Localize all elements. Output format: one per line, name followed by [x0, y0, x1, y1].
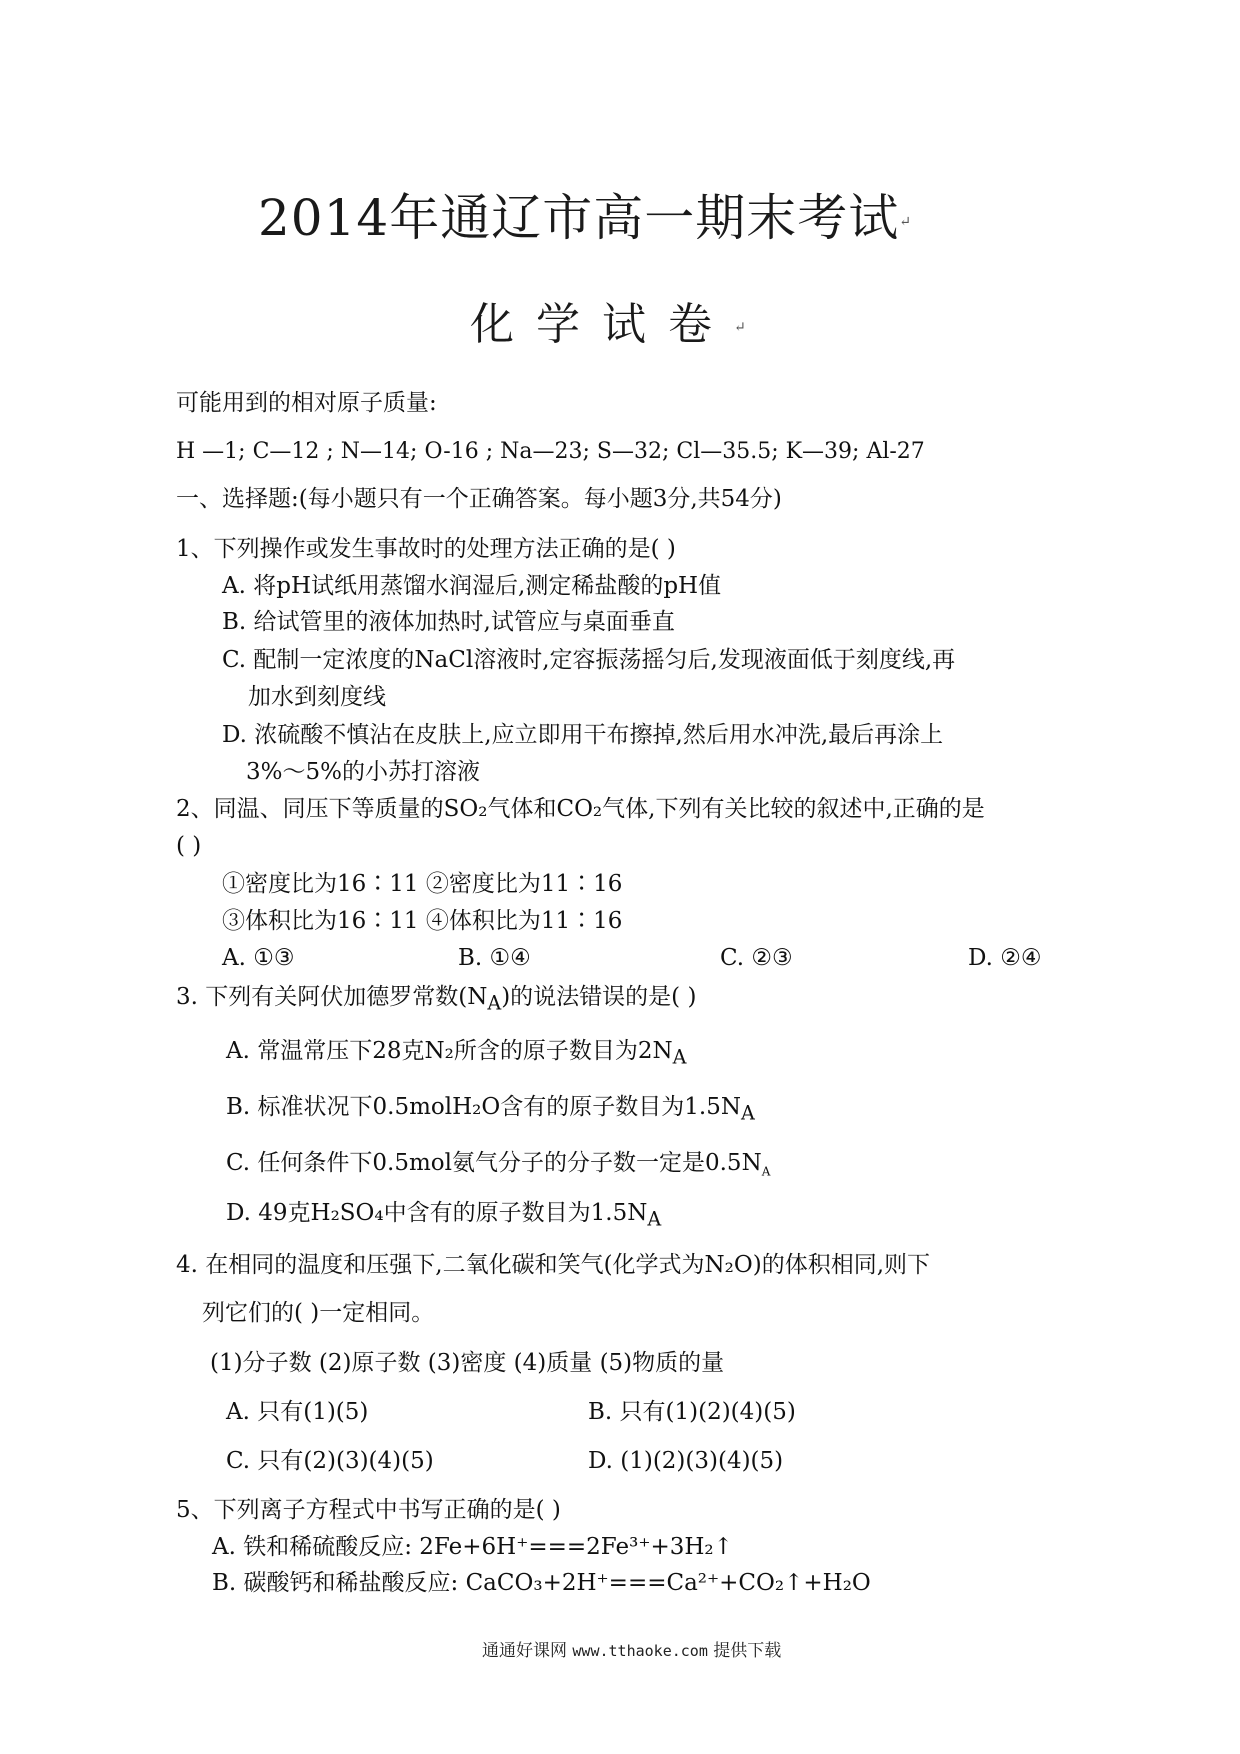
question-4-option-d: D. (1)(2)(3)(4)(5) — [588, 1448, 784, 1474]
section-heading: 一、选择题:(每小题只有一个正确答案。每小题3分,共54分) — [176, 486, 782, 512]
question-1-option-b: B. 给试管里的液体加热时,试管应与桌面垂直 — [222, 609, 675, 635]
question-3-option-c: C. 任何条件下0.5mol氨气分子的分子数一定是$0.5N_A$ — [226, 1150, 771, 1179]
question-2-statements-2: ③体积比为16∶11 ④体积比为11∶16 — [222, 908, 623, 934]
question-2-option-a: A. ①③ — [222, 945, 295, 971]
question-4-stem-cont: 列它们的( )一定相同。 — [202, 1300, 435, 1326]
exam-title: 2014年通辽市高一期末考试↵ — [258, 189, 912, 247]
question-2-option-d: D. ②④ — [968, 945, 1042, 971]
question-2-statements-1: ①密度比为16∶11 ②密度比为11∶16 — [222, 871, 623, 897]
question-3-option-b: B. 标准状况下0.5molH₂O含有的原子数目为$1.5N_A$ — [226, 1094, 755, 1125]
atomic-mass-values: H —1; C—12 ; N—14; O-16 ; Na—23; S—32; Cl—35.5; K—39; Al-27 — [176, 439, 925, 464]
question-1-stem: 1、下列操作或发生事故时的处理方法正确的是( ) — [176, 536, 676, 562]
question-5-option-b: B. 碳酸钙和稀盐酸反应: CaCO₃+2H⁺===Ca²⁺+CO₂↑+H₂O — [212, 1570, 871, 1596]
question-3-stem: 3. 下列有关阿伏加德罗常数$(N_A)$的说法错误的是( ) — [176, 984, 697, 1015]
question-4-stem: 4. 在相同的温度和压强下,二氧化碳和笑气(化学式为N₂O)的体积相同,则下 — [176, 1252, 931, 1278]
footer-url[interactable]: www.tthaoke.com — [572, 1642, 708, 1660]
question-1-option-a: A. 将pH试纸用蒸馏水润湿后,测定稀盐酸的pH值 — [222, 573, 722, 599]
question-2-paren: ( ) — [176, 833, 202, 859]
paragraph-mark-icon: ↵ — [734, 319, 768, 336]
question-1-option-d: D. 浓硫酸不慎沾在皮肤上,应立即用干布擦掉,然后用水冲洗,最后再涂上 — [222, 722, 944, 748]
footer-suffix: 提供下载 — [713, 1641, 782, 1661]
question-4-items: (1)分子数 (2)原子数 (3)密度 (4)质量 (5)物质的量 — [210, 1350, 725, 1376]
question-4-option-c: C. 只有(2)(3)(4)(5) — [226, 1448, 434, 1474]
footer — [482, 1636, 781, 1661]
question-4-option-b: B. 只有(1)(2)(4)(5) — [588, 1399, 796, 1425]
paragraph-mark-icon: ↵ — [899, 214, 912, 230]
exam-subtitle: 化学试卷↵ — [470, 299, 768, 350]
question-2-option-b: B. ①④ — [458, 945, 531, 971]
question-1-option-c-cont: 加水到刻度线 — [248, 684, 386, 710]
question-3-option-a: A. 常温常压下28克N₂所含的原子数目为$2N_A$ — [226, 1038, 687, 1069]
question-5-stem: 5、下列离子方程式中书写正确的是( ) — [176, 1497, 561, 1523]
question-1-option-c: C. 配制一定浓度的NaCl溶液时,定容振荡摇匀后,发现液面低于刻度线,再 — [222, 647, 956, 673]
question-5-option-a: A. 铁和稀硫酸反应: 2Fe+6H⁺===2Fe³⁺+3H₂↑ — [212, 1534, 733, 1560]
question-1-option-d-cont: 3%～5%的小苏打溶液 — [246, 759, 480, 785]
question-4-option-a: A. 只有(1)(5) — [226, 1399, 369, 1425]
footer-site: 通通好课网 — [482, 1641, 567, 1661]
question-2-stem: 2、同温、同压下等质量的SO₂气体和CO₂气体,下列有关比较的叙述中,正确的是 — [176, 796, 985, 822]
atomic-mass-label: 可能用到的相对原子质量: — [176, 390, 437, 416]
question-3-option-d: D. 49克H₂SO₄中含有的原子数目为$1.5N_A$ — [226, 1200, 662, 1231]
question-2-option-c: C. ②③ — [720, 945, 793, 971]
